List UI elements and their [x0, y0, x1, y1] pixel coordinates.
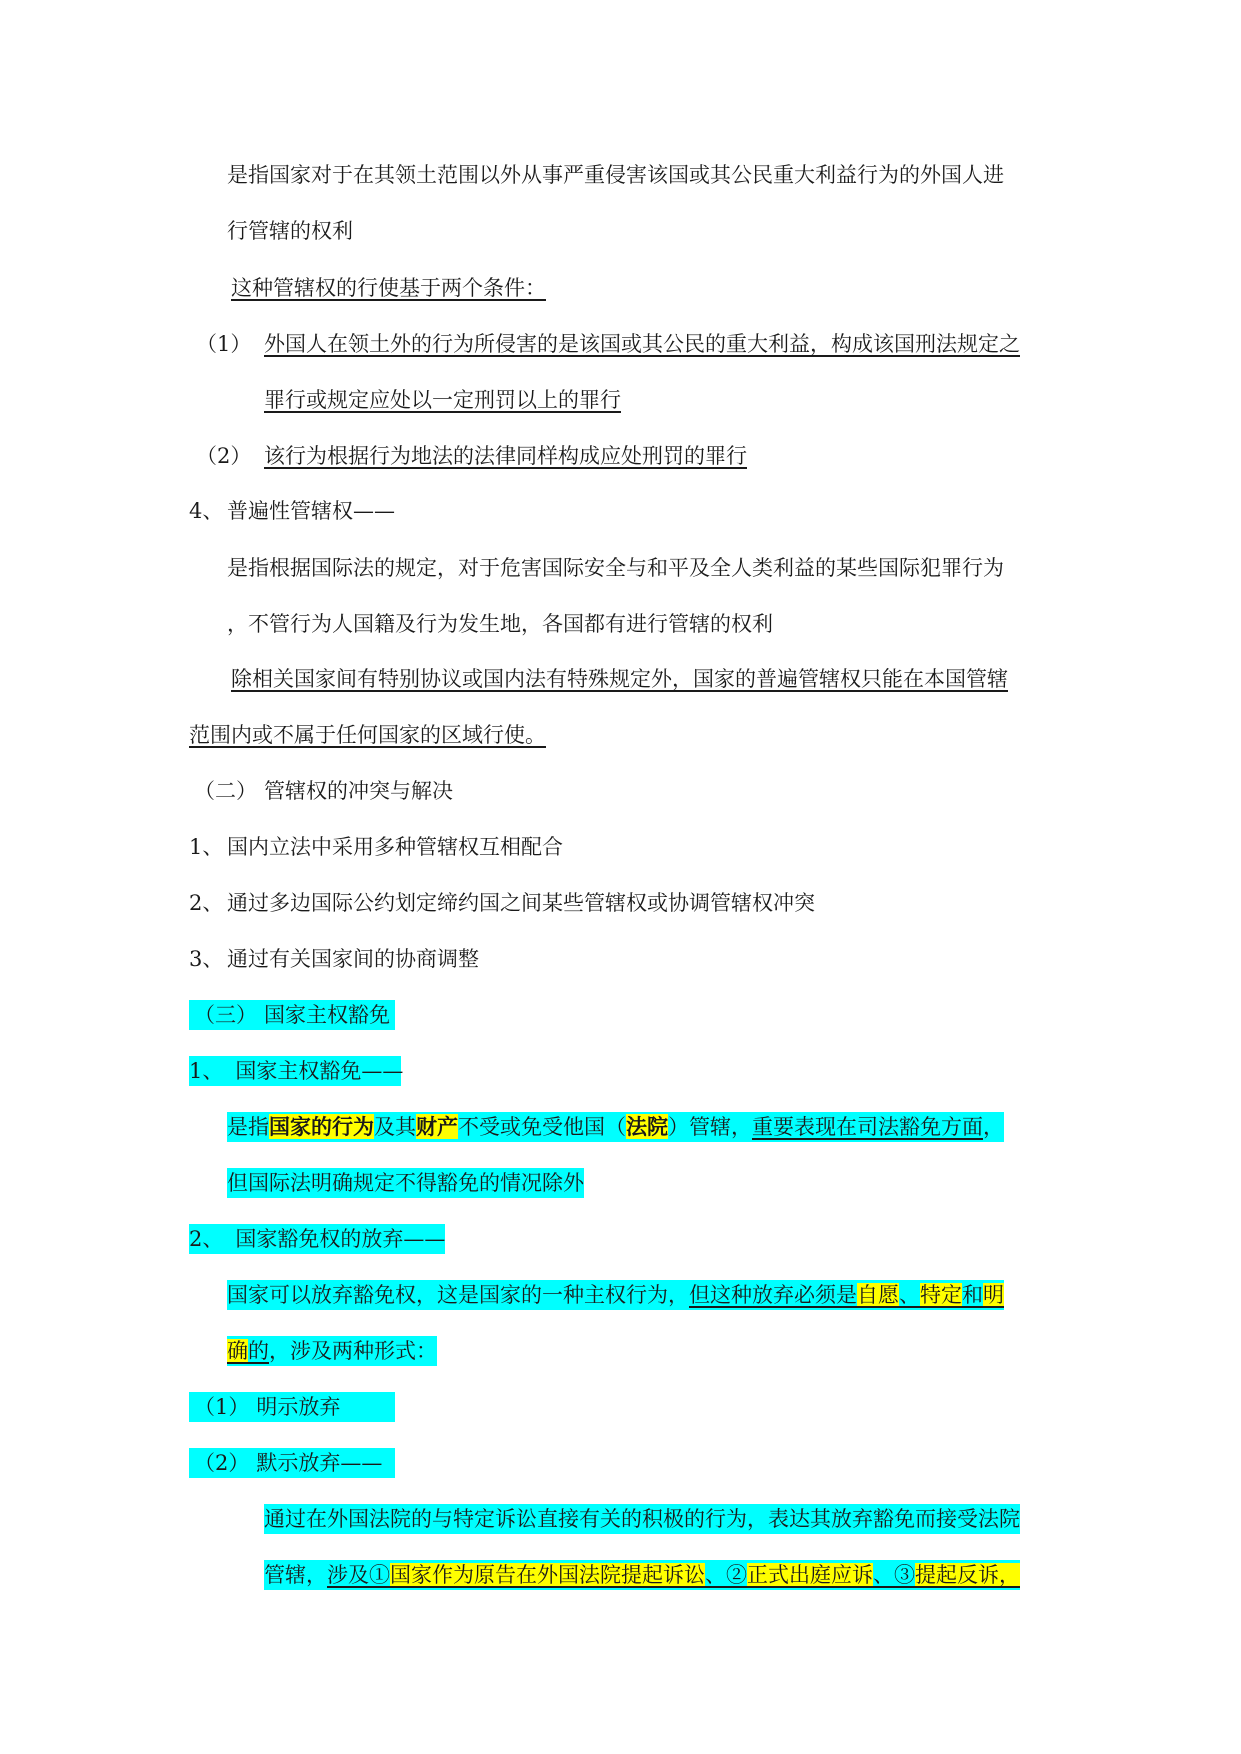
- list-item-highlighted: [189, 1224, 445, 1254]
- underlined-text: 、②: [705, 1563, 747, 1587]
- emphasis-text: 提起反诉: [915, 1563, 999, 1587]
- emphasis-text: 国家的行为: [269, 1114, 374, 1139]
- paragraph-line: 是指国家对于在其领土范围以外从事严重侵害该国或其公民重大利益行为的外国人进: [227, 163, 1004, 187]
- paragraph-line: 是指根据国际法的规定，对于危害国际安全与和平及全人类利益的某些国际犯罪行为: [227, 556, 1004, 580]
- list-number: 3、: [189, 947, 224, 971]
- list-item-text: 该行为根据行为地法的法律同样构成应处刑罚的罪行: [264, 444, 747, 468]
- list-item-highlighted: [189, 1448, 395, 1478]
- list-item-text: 国家豁免权的放弃——: [235, 1227, 446, 1251]
- emphasis-text: 正式出庭应诉: [747, 1563, 873, 1587]
- text-run: 及其: [374, 1115, 416, 1139]
- emphasis-text: 法院: [626, 1114, 668, 1139]
- text-run: 是指: [227, 1115, 269, 1139]
- list-item-text: 通过有关国家间的协商调整: [227, 947, 479, 971]
- text-run: ）管辖，: [668, 1115, 752, 1139]
- section-heading: 管辖权的冲突与解决: [264, 779, 453, 803]
- list-item-text: 明示放弃: [256, 1395, 341, 1419]
- list-item-text: 外国人在领土外的行为所侵害的是该国或其公民的重大利益，构成该国刑法规定之: [264, 332, 1020, 356]
- paragraph-line: 范围内或不属于任何国家的区域行使。: [189, 723, 546, 747]
- paragraph-line-highlighted: [227, 1336, 437, 1366]
- emphasis-text: 自愿: [857, 1283, 899, 1307]
- list-number: 1、: [189, 1059, 224, 1083]
- text-run: 不受或免受他国（: [458, 1115, 626, 1139]
- text-run: 国家可以放弃豁免权，这是国家的一种主权行为，: [227, 1283, 689, 1307]
- section-heading: 普遍性管辖权——: [227, 499, 395, 523]
- list-item-text: 国内立法中采用多种管辖权互相配合: [227, 835, 563, 859]
- emphasis-text: 特定: [920, 1283, 962, 1307]
- underlined-text: 和: [962, 1283, 983, 1307]
- paragraph-line-highlighted: 通过在外国法院的与特定诉讼直接有关的积极的行为，表达其放弃豁免而接受法院: [264, 1504, 1020, 1534]
- underlined-text: 、③: [873, 1563, 915, 1587]
- list-number: 4、: [189, 499, 224, 523]
- emphasis-text: 国家作为原告在外国法院提起诉讼: [390, 1563, 705, 1587]
- list-number: 1、: [189, 835, 224, 859]
- list-item-text: 默示放弃——: [256, 1451, 383, 1475]
- emphasis-text: ，: [999, 1563, 1020, 1587]
- emphasis-text: 明: [983, 1283, 1004, 1307]
- list-number: （2）: [194, 1451, 250, 1475]
- list-item-highlighted: [189, 1392, 395, 1422]
- list-number: 2、: [189, 891, 224, 915]
- list-item-text: 国家主权豁免——: [235, 1059, 404, 1083]
- underlined-text: 但这种放弃必须是: [689, 1283, 857, 1307]
- paragraph-line-highlighted: [227, 1280, 1004, 1310]
- paragraph-line: 行管辖的权利: [227, 219, 353, 243]
- text-run: ，: [983, 1115, 1004, 1139]
- list-item-text: 通过多边国际公约划定缔约国之间某些管辖权或协调管辖权冲突: [227, 891, 815, 915]
- underlined-text: 的: [248, 1339, 269, 1363]
- list-number: （二）: [194, 779, 257, 803]
- list-number: （三）: [194, 1003, 257, 1027]
- underlined-text: 、: [899, 1283, 920, 1307]
- list-number: 2、: [189, 1227, 224, 1251]
- underlined-text: 涉及①: [327, 1563, 390, 1587]
- list-number: （2）: [196, 444, 252, 468]
- list-item-highlighted: [189, 1056, 404, 1086]
- underlined-text: 重要表现在司法豁免方面: [752, 1115, 983, 1139]
- heading-text: 国家主权豁免: [264, 1003, 390, 1027]
- list-item-text: 罪行或规定应处以一定刑罚以上的罪行: [264, 388, 621, 412]
- text-run: ，涉及两种形式：: [269, 1339, 437, 1363]
- paragraph-line-highlighted: [264, 1560, 1020, 1590]
- text-run: 管辖，: [264, 1563, 327, 1587]
- list-number: （1）: [196, 332, 252, 356]
- paragraph-line: ，不管行为人国籍及行为发生地，各国都有进行管辖的权利: [227, 612, 773, 636]
- emphasis-text: 确: [227, 1339, 248, 1363]
- emphasis-text: 财产: [416, 1114, 458, 1139]
- paragraph-line-highlighted: 但国际法明确规定不得豁免的情况除外: [227, 1168, 584, 1198]
- paragraph-line: 除相关国家间有特别协议或国内法有特殊规定外，国家的普遍管辖权只能在本国管辖: [231, 667, 1008, 691]
- list-number: （1）: [194, 1395, 250, 1419]
- paragraph-line: 这种管辖权的行使基于两个条件：: [231, 276, 546, 300]
- paragraph-line-highlighted: [227, 1112, 1004, 1142]
- section-heading-highlighted: [189, 1000, 395, 1030]
